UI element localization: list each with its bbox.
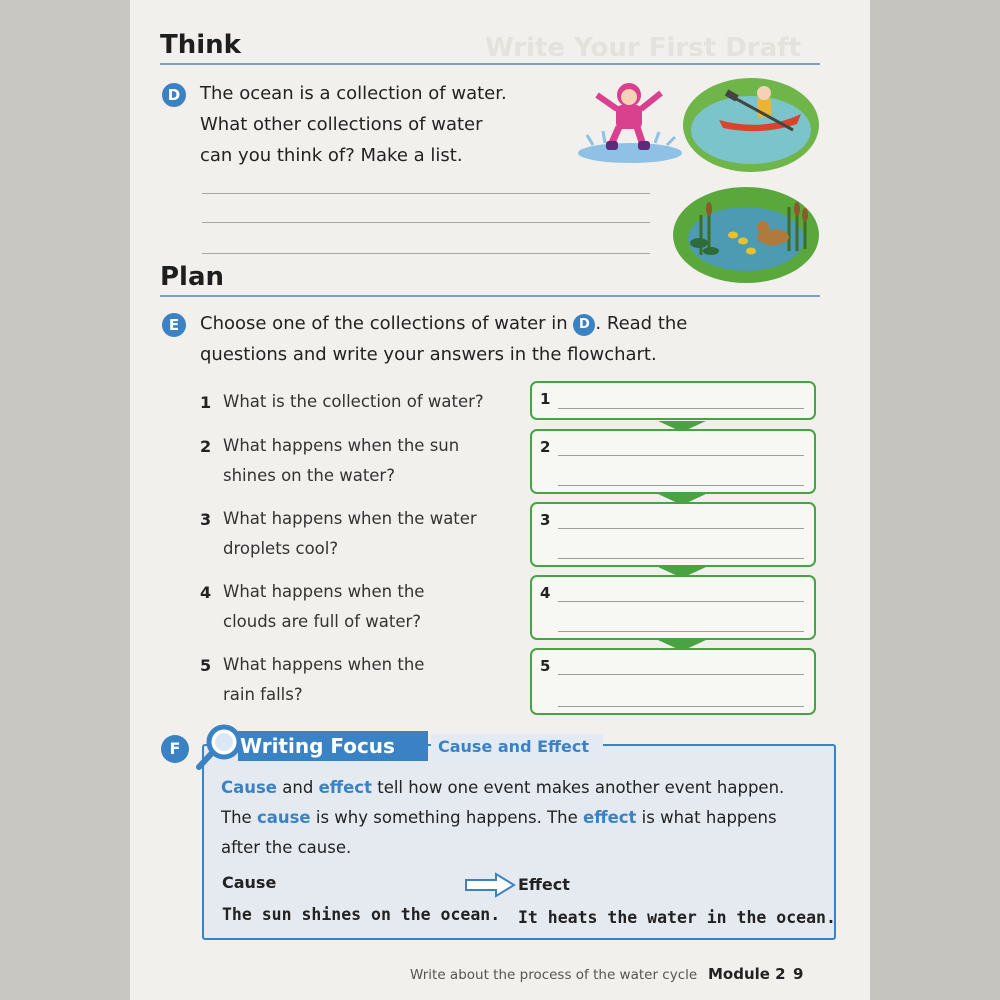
flowchart-box[interactable]: [530, 502, 816, 567]
question-number: 2: [200, 437, 212, 456]
keyword-effect: effect: [318, 778, 372, 797]
question-number: 4: [200, 583, 212, 602]
flowchart-answer-line[interactable]: [558, 408, 804, 409]
cause-example: The sun shines on the ocean.: [222, 905, 501, 924]
puddle-jumping-child-illustration: [575, 75, 687, 165]
kayak-lake-illustration: [681, 76, 821, 174]
writing-focus-line-1: [221, 773, 821, 803]
question-line: rain falls?: [223, 685, 303, 704]
question-text: [223, 650, 513, 710]
flowchart-answer-line[interactable]: [558, 631, 804, 632]
question-text: [223, 577, 513, 637]
footer-lesson-title: Write about the process of the water cycle: [410, 967, 698, 983]
keyword-cause: cause: [256, 808, 311, 827]
question-line: clouds are full of water?: [223, 612, 422, 631]
plan-instruction-text: . Read the: [595, 313, 688, 334]
answer-line-3[interactable]: [202, 253, 650, 254]
think-heading: Think: [160, 30, 241, 60]
answer-line-2[interactable]: [202, 222, 650, 223]
question-number: 3: [200, 510, 212, 529]
flowchart-answer-line[interactable]: [558, 558, 804, 559]
question-number: 1: [200, 393, 212, 412]
think-rule: [160, 63, 820, 65]
plan-instruction: [200, 308, 820, 370]
focus-text: tell how one event makes another event happen.: [371, 778, 785, 797]
footer-module: Module 2: [708, 965, 786, 983]
activity-e-badge: E: [162, 313, 186, 337]
keyword-cause: Cause: [221, 778, 278, 797]
writing-focus-subtitle: Cause and Effect: [431, 734, 603, 759]
keyword-effect: effect: [583, 808, 637, 827]
activity-d-badge: D: [162, 83, 186, 107]
flowchart-box[interactable]: [530, 575, 816, 640]
flowchart-box-number: 5: [540, 657, 551, 675]
plan-instruction-line-1: [200, 308, 820, 339]
plan-heading: Plan: [160, 262, 225, 292]
question-text: [223, 431, 513, 491]
writing-focus-line-2: [221, 803, 821, 833]
think-prompt: [200, 78, 507, 171]
flowchart-box-number: 3: [540, 511, 551, 529]
think-prompt-line: can you think of? Make a list.: [200, 145, 463, 166]
cause-label: Cause: [222, 873, 277, 892]
question-line: shines on the water?: [223, 466, 395, 485]
arrow-right-icon: [464, 872, 516, 898]
think-prompt-line: What other collections of water: [200, 114, 483, 135]
flowchart-answer-line[interactable]: [558, 601, 804, 602]
plan-rule: [160, 295, 820, 297]
question-number: 5: [200, 656, 212, 675]
flowchart-box-number: 1: [540, 390, 551, 408]
flowchart-answer-line[interactable]: [558, 485, 804, 486]
activity-d-reference-badge: D: [573, 314, 595, 336]
flowchart-box-number: 2: [540, 438, 551, 456]
duck-pond-illustration: [671, 185, 821, 285]
question-line: What happens when the: [223, 582, 425, 601]
left-margin: [0, 0, 130, 1000]
writing-focus-line-3: after the cause.: [221, 838, 352, 857]
focus-text: is why something happens. The: [310, 808, 584, 827]
answer-line-1[interactable]: [202, 193, 650, 194]
flowchart-box[interactable]: [530, 648, 816, 715]
question-text: [223, 504, 513, 564]
focus-text: The: [221, 808, 257, 827]
flowchart-box[interactable]: [530, 429, 816, 494]
focus-text: is what happens: [636, 808, 777, 827]
page-number: 9: [793, 965, 804, 983]
flowchart-answer-line[interactable]: [558, 528, 804, 529]
question-text: [223, 387, 513, 417]
effect-label: Effect: [518, 875, 570, 894]
effect-example: It heats the water in the ocean.: [518, 908, 836, 927]
flowchart-box[interactable]: [530, 381, 816, 420]
workbook-page: [130, 0, 870, 1000]
question-line: What happens when the: [223, 655, 425, 674]
think-prompt-line: The ocean is a collection of water.: [200, 83, 507, 104]
plan-instruction-line-2: questions and write your answers in the flowchart.: [200, 344, 657, 365]
flowchart-box-number: 4: [540, 584, 551, 602]
flowchart-answer-line[interactable]: [558, 674, 804, 675]
bleed-through-text: Write Your First Draft: [485, 33, 801, 63]
right-margin: [870, 0, 1000, 1000]
flowchart-answer-line[interactable]: [558, 455, 804, 456]
question-line: droplets cool?: [223, 539, 339, 558]
writing-focus-title: Writing Focus: [238, 731, 428, 761]
question-line: What happens when the sun: [223, 436, 460, 455]
plan-instruction-text: Choose one of the collections of water in: [200, 313, 568, 334]
focus-text: and: [277, 778, 319, 797]
question-line: What is the collection of water?: [223, 392, 484, 411]
question-line: What happens when the water: [223, 509, 477, 528]
activity-f-badge: F: [161, 735, 189, 763]
flowchart-answer-line[interactable]: [558, 706, 804, 707]
